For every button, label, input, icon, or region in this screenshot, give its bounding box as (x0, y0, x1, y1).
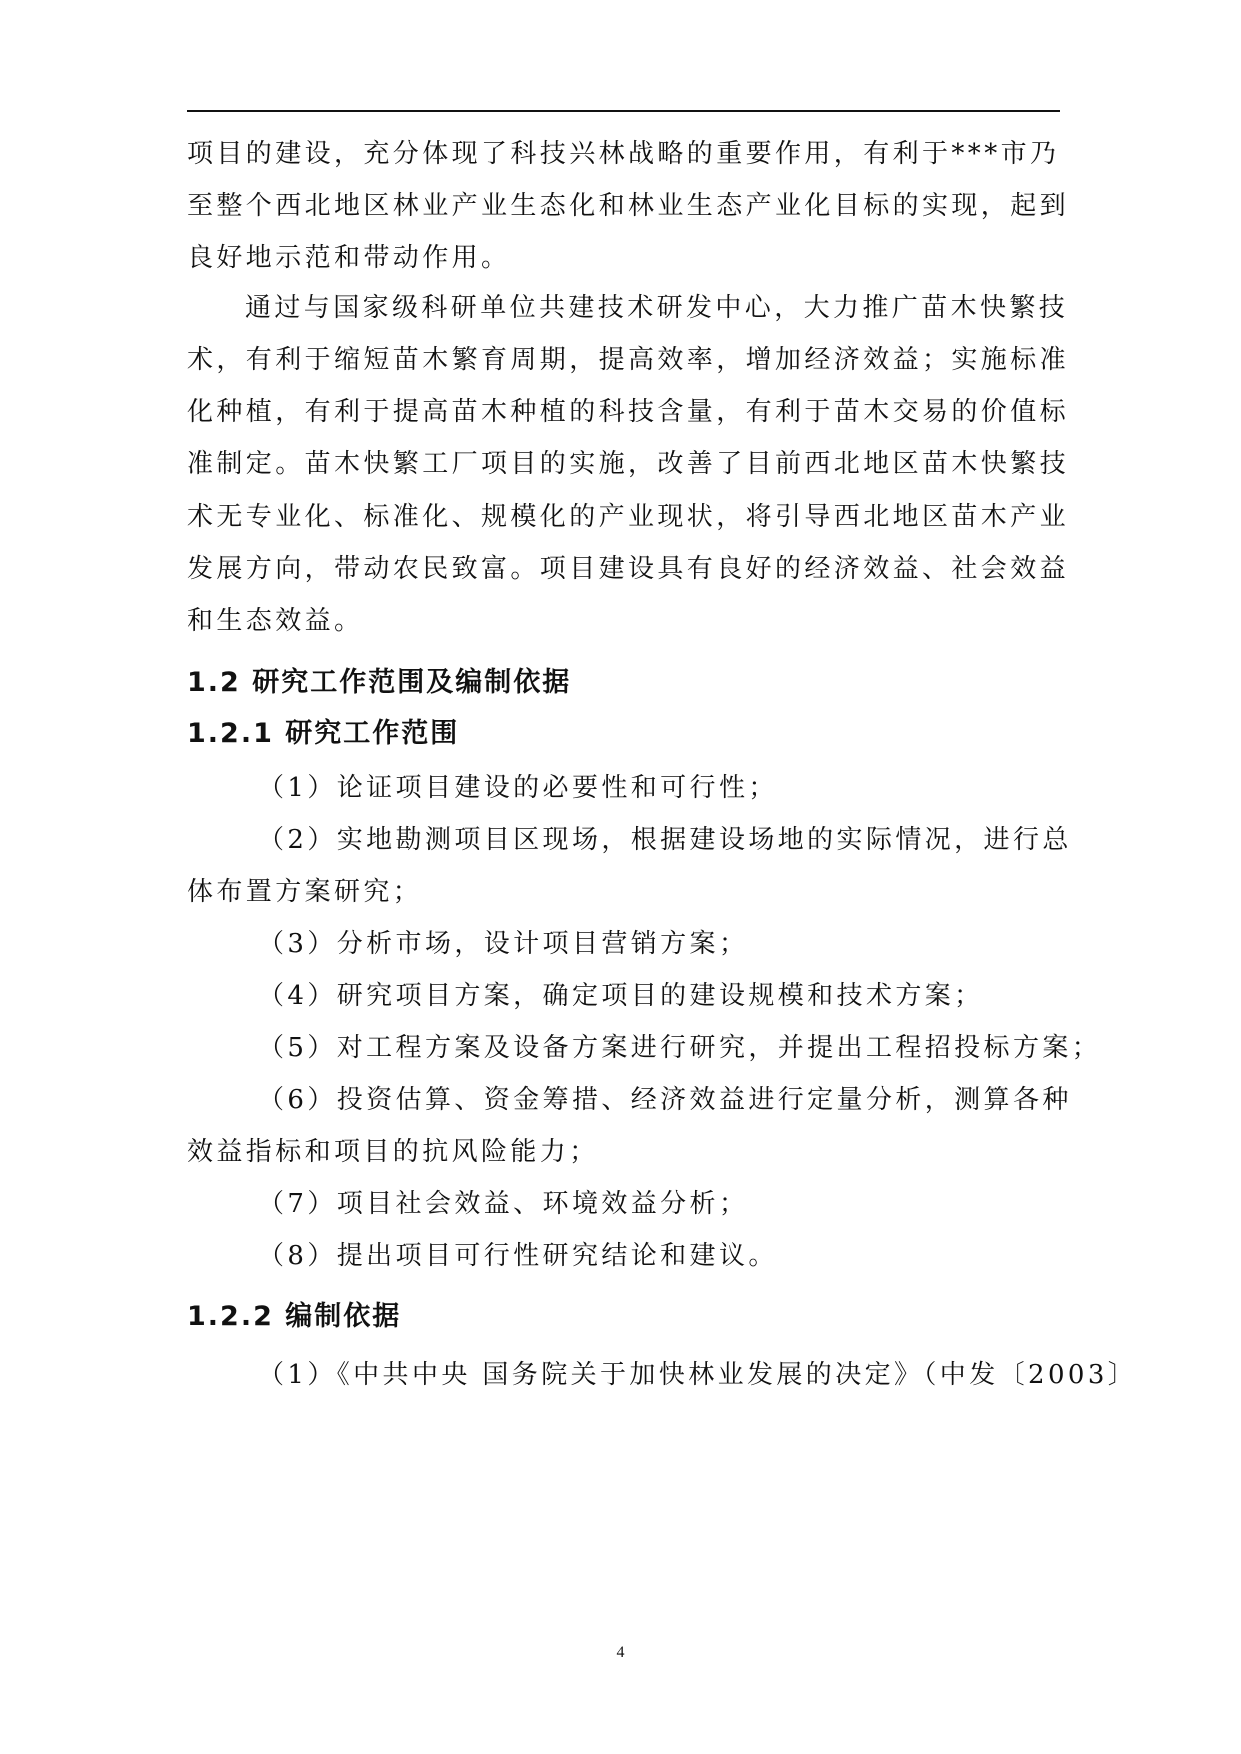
list-item: （1）论证项目建设的必要性和可行性； (258, 773, 778, 803)
section-heading: 1.2 研究工作范围及编制依据 (187, 667, 572, 698)
list-item-continuation: 效益指标和项目的抗风险能力； (187, 1137, 599, 1167)
list-item: （7）项目社会效益、环境效益分析； (258, 1189, 749, 1219)
list-item: （2）实地勘测项目区现场，根据建设场地的实际情况，进行总 (258, 825, 1072, 855)
subsection-heading: 1.2.1 研究工作范围 (187, 718, 460, 749)
basis-item: （1）《中共中央 国务院关于加快林业发展的决定》（中发〔2003〕 (258, 1360, 1138, 1390)
list-item-continuation: 体布置方案研究； (187, 877, 423, 907)
text-line: 术无专业化、标准化、规模化的产业现状，将引导西北地区苗木产业 (187, 502, 1070, 532)
text-line: 至整个西北地区林业产业生态化和林业生态产业化目标的实现，起到 (187, 191, 1070, 221)
list-item: （3）分析市场，设计项目营销方案； (258, 929, 749, 959)
list-item: （5）对工程方案及设备方案进行研究，并提出工程招投标方案； (258, 1033, 1102, 1063)
list-item: （8）提出项目可行性研究结论和建议。 (258, 1241, 778, 1271)
text-line: 通过与国家级科研单位共建技术研发中心，大力推广苗木快繁技 (245, 293, 1069, 323)
text-line: 项目的建设，充分体现了科技兴林战略的重要作用，有利于***市乃 (187, 139, 1060, 169)
list-item: （6）投资估算、资金筹措、经济效益进行定量分析，测算各种 (258, 1085, 1072, 1115)
text-line: 发展方向，带动农民致富。项目建设具有良好的经济效益、社会效益 (187, 554, 1070, 584)
page-number: 4 (616, 1644, 625, 1661)
text-line: 术，有利于缩短苗木繁育周期，提高效率，增加经济效益；实施标准 (187, 345, 1070, 375)
header-rule (187, 110, 1060, 112)
subsection-heading: 1.2.2 编制依据 (187, 1301, 402, 1332)
text-line: 准制定。苗木快繁工厂项目的实施，改善了目前西北地区苗木快繁技 (187, 449, 1070, 479)
text-line: 和生态效益。 (187, 606, 364, 636)
list-item: （4）研究项目方案，确定项目的建设规模和技术方案； (258, 981, 984, 1011)
text-line: 化种植，有利于提高苗木种植的科技含量，有利于苗木交易的价值标 (187, 397, 1070, 427)
text-line: 良好地示范和带动作用。 (187, 243, 511, 273)
